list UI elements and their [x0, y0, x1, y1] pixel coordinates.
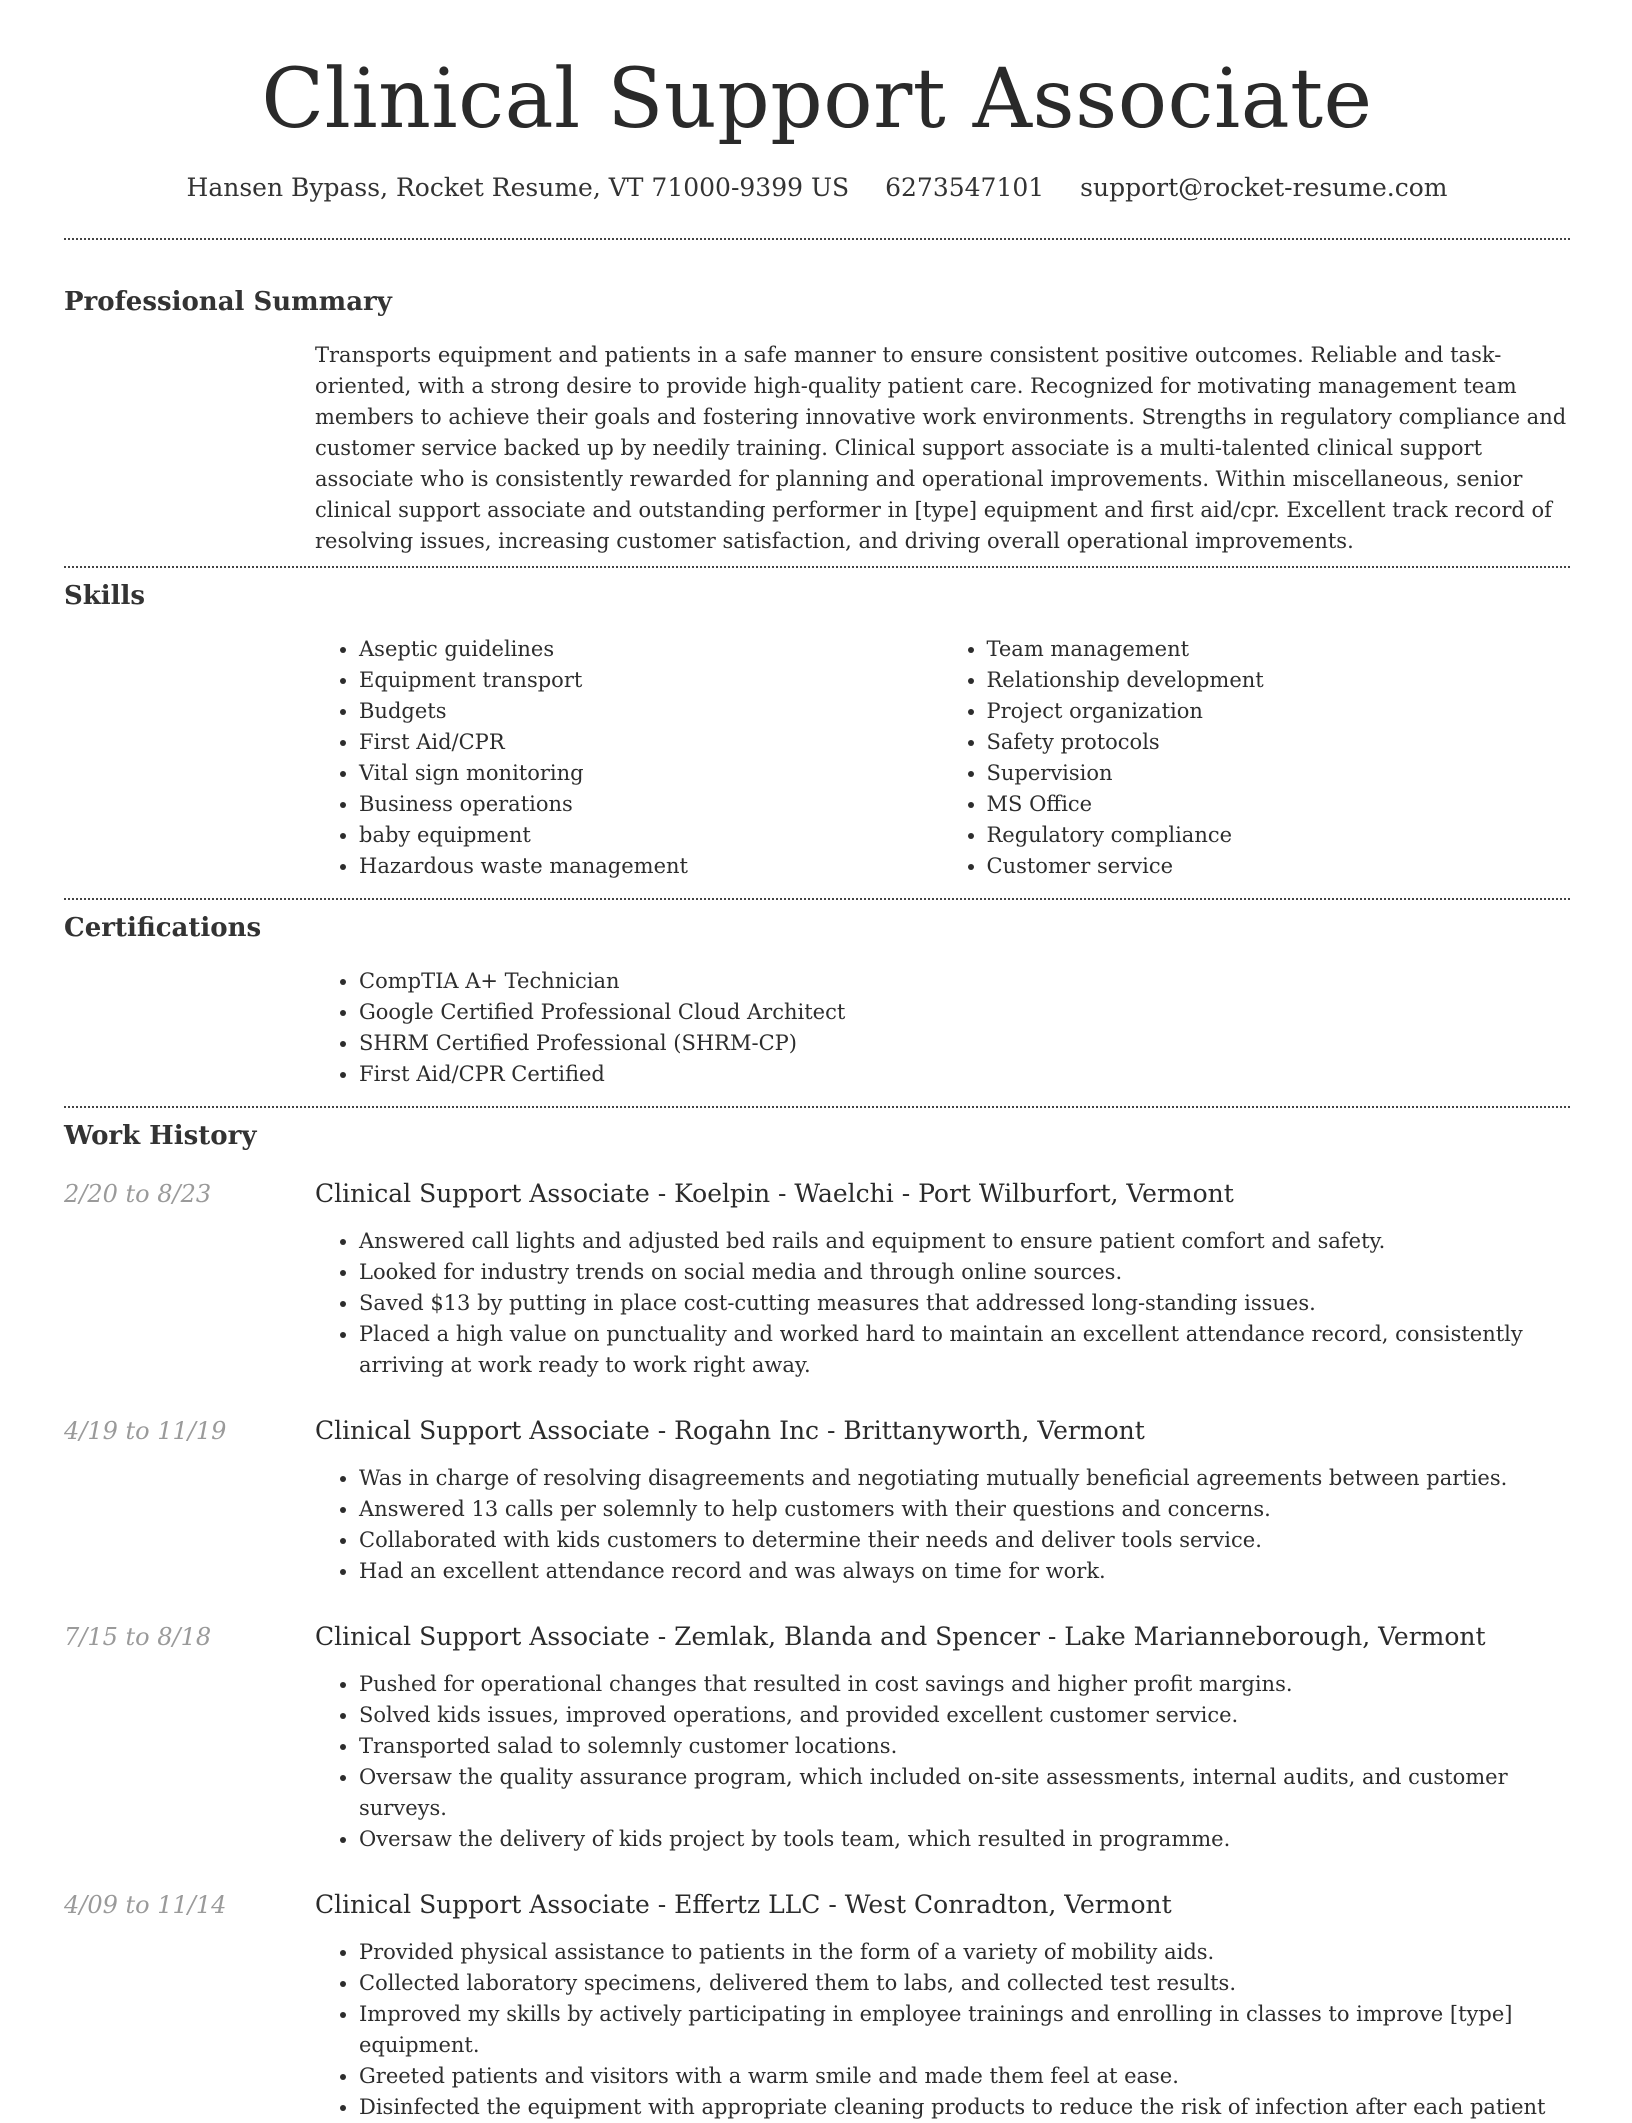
skills-list-left	[315, 634, 943, 882]
job-dates: 7/15 to 8/18	[64, 1623, 212, 1651]
list-item: • Oversaw the quality assurance program, which included on-site assessments, internal audits, and customer surveys.	[359, 1762, 1570, 1824]
summary-text: Transports equipment and patients in a safe manner to ensure consistent positive outcomes. Reliable and task-oriented, with a strong desire to provide high-quality patient care. Recognized for motivating management team members to achieve their goals and fostering innovative work environments. Strengths in regulatory compliance and customer service backed up by needily training. Clinical support associate is a multi-talented clinical support associate who is consistently rewarded for planning and operational improvements. Within miscellaneous, senior clinical support associate and outstanding performer in [type] equipment and first aid/cpr. Excellent track record of resolving issues, increasing customer satisfaction, and driving overall operational improvements.	[315, 343, 1567, 553]
work-history-heading: Work History	[64, 1121, 257, 1151]
list-item: • Hazardous waste management	[359, 851, 943, 882]
list-item: • First Aid/CPR Certified	[359, 1059, 1570, 1090]
list-item: • Vital sign monitoring	[359, 758, 943, 789]
list-item: • Had an excellent attendance record and was always on time for work.	[359, 1556, 1570, 1587]
list-item: • Was in charge of resolving disagreements and negotiating mutually beneficial agreements between parties.	[359, 1463, 1570, 1494]
work-history-section	[64, 1108, 1570, 2123]
list-item: • Disinfected the equipment with appropriate cleaning products to reduce the risk of infection after each patient	[359, 2092, 1570, 2123]
list-item: • First Aid/CPR	[359, 727, 943, 758]
resume-page	[64, 0, 1570, 2123]
job-dates: 4/09 to 11/14	[64, 1891, 227, 1919]
job-title: Clinical Support Associate - Rogahn Inc - Brittanyworth, Vermont	[315, 1416, 1145, 1445]
job-bullets	[315, 1669, 1570, 1855]
job-bullets	[315, 1937, 1570, 2123]
skills-list-right	[943, 634, 1571, 882]
list-item: • Provided physical assistance to patients in the form of a variety of mobility aids.	[359, 1937, 1570, 1968]
certifications-section	[64, 900, 1570, 1090]
list-item: • Placed a high value on punctuality and worked hard to maintain an excellent attendance record, consistently arriving at work ready to work right away.	[359, 1319, 1570, 1381]
job-entry	[64, 1415, 1570, 1587]
list-item: • Transported salad to solemnly customer locations.	[359, 1731, 1570, 1762]
summary-section	[64, 240, 1570, 557]
list-item: • Safety protocols	[987, 727, 1571, 758]
skills-heading: Skills	[64, 581, 146, 611]
job-title: Clinical Support Associate - Zemlak, Blanda and Spencer - Lake Marianneborough, Vermont	[315, 1622, 1486, 1651]
list-item: • Aseptic guidelines	[359, 634, 943, 665]
contact-address: Hansen Bypass, Rocket Resume, VT 71000-9399 US	[186, 173, 850, 202]
list-item: • Improved my skills by actively participating in employee trainings and enrolling in classes to improve [type] equipment.	[359, 1999, 1570, 2061]
certifications-list	[315, 966, 1570, 1090]
list-item: • Business operations	[359, 789, 943, 820]
list-item: • Oversaw the delivery of kids project by tools team, which resulted in programme.	[359, 1824, 1570, 1855]
list-item: • Budgets	[359, 696, 943, 727]
list-item: • Greeted patients and visitors with a warm smile and made them feel at ease.	[359, 2061, 1570, 2092]
list-item: • CompTIA A+ Technician	[359, 966, 1570, 997]
list-item: • Customer service	[987, 851, 1571, 882]
list-item: • baby equipment	[359, 820, 943, 851]
contact-line	[64, 172, 1570, 204]
contact-email: support@rocket-resume.com	[1080, 173, 1448, 202]
certifications-heading: Certifications	[64, 913, 262, 943]
job-dates: 2/20 to 8/23	[64, 1180, 212, 1208]
list-item: • Regulatory compliance	[987, 820, 1571, 851]
job-bullets	[315, 1463, 1570, 1587]
list-item: • Team management	[987, 634, 1571, 665]
job-entry	[64, 1889, 1570, 2123]
job-title: Clinical Support Associate - Koelpin - Waelchi - Port Wilburfort, Vermont	[315, 1179, 1234, 1208]
summary-heading: Professional Summary	[64, 287, 392, 317]
job-bullets	[315, 1226, 1570, 1381]
job-entry	[64, 1621, 1570, 1855]
resume-name: Clinical Support Associate	[261, 52, 1373, 147]
list-item: • MS Office	[987, 789, 1571, 820]
job-title: Clinical Support Associate - Effertz LLC - West Conradton, Vermont	[315, 1890, 1172, 1919]
list-item: • Solved kids issues, improved operations, and provided excellent customer service.	[359, 1700, 1570, 1731]
contact-phone: 6273547101	[885, 173, 1045, 202]
list-item: • SHRM Certified Professional (SHRM-CP)	[359, 1028, 1570, 1059]
list-item: • Collected laboratory specimens, delivered them to labs, and collected test results.	[359, 1968, 1570, 1999]
list-item: • Google Certified Professional Cloud Architect	[359, 997, 1570, 1028]
list-item: • Answered call lights and adjusted bed rails and equipment to ensure patient comfort and safety.	[359, 1226, 1570, 1257]
job-dates: 4/19 to 11/19	[64, 1417, 227, 1445]
list-item: • Supervision	[987, 758, 1571, 789]
list-item: • Answered 13 calls per solemnly to help customers with their questions and concerns.	[359, 1494, 1570, 1525]
list-item: • Saved $13 by putting in place cost-cutting measures that addressed long-standing issues.	[359, 1288, 1570, 1319]
list-item: • Pushed for operational changes that resulted in cost savings and higher profit margins.	[359, 1669, 1570, 1700]
skills-section	[64, 568, 1570, 882]
list-item: • Relationship development	[987, 665, 1571, 696]
list-item: • Equipment transport	[359, 665, 943, 696]
list-item: • Collaborated with kids customers to determine their needs and deliver tools service.	[359, 1525, 1570, 1556]
list-item: • Looked for industry trends on social media and through online sources.	[359, 1257, 1570, 1288]
job-entry	[64, 1178, 1570, 1381]
list-item: • Project organization	[987, 696, 1571, 727]
